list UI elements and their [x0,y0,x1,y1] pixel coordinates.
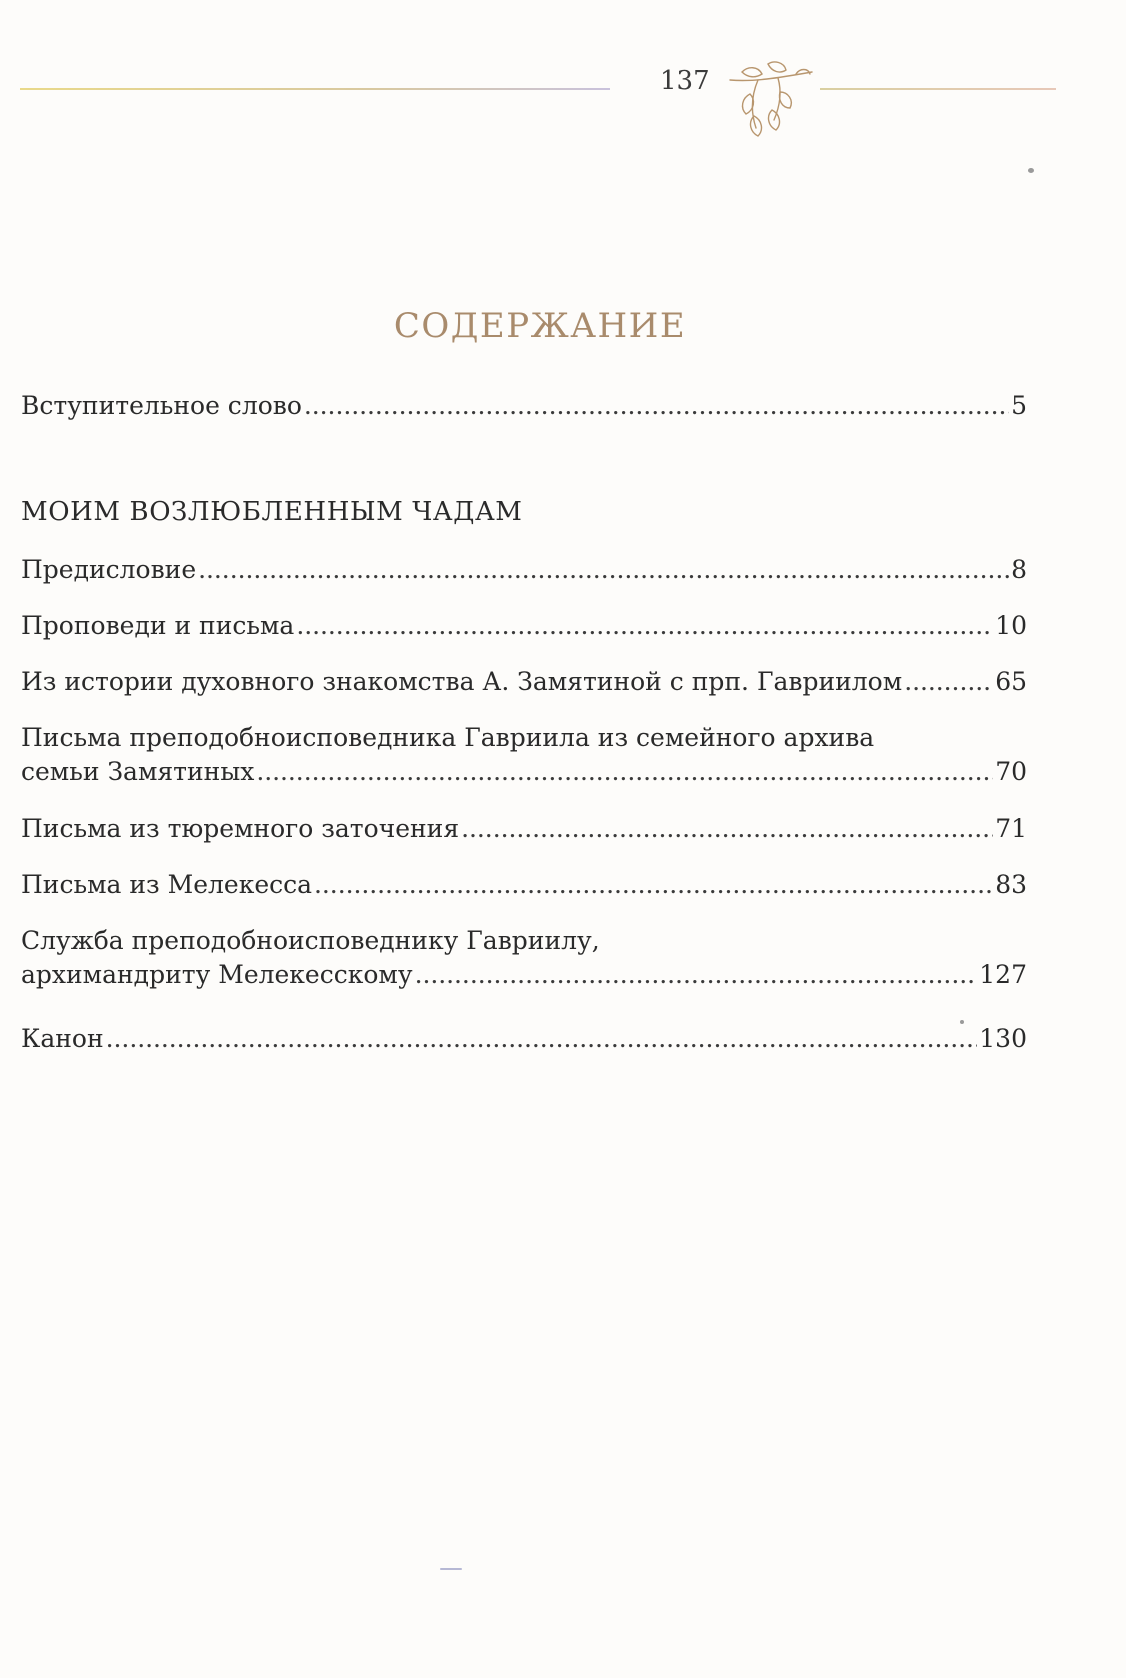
toc-entry [21,868,1027,902]
toc-entry [21,665,1027,699]
toc-entry-label: Проповеди и письма [21,611,295,640]
page-number: 137 [660,66,710,96]
toc-entry [21,1022,1027,1056]
leader-dots [198,553,1009,587]
toc-entry [21,553,1027,587]
toc-entry [21,812,1027,846]
toc-entry-label-cont: семьи Замятиных [21,757,255,786]
toc-entry-page: 83 [995,870,1027,899]
toc-entry-label: Письма из Мелекесса [21,870,313,899]
toc-entry-label: Предисловие [21,555,197,584]
toc-entry [21,721,1027,789]
branch-ornament-icon [728,58,814,140]
scan-speck [960,1020,964,1024]
toc-entry-page: 70 [995,757,1027,786]
toc-title: СОДЕРЖАНИЕ [393,306,687,346]
leader-dots [256,755,993,789]
leader-dots [304,389,1009,423]
toc-entry-label: Письма преподобноисповедника Гавриила из семейного архива [21,723,875,752]
section-heading: МОИМ ВОЗЛЮБЛЕННЫМ ЧАДАМ [21,497,523,527]
toc-entry-label: Канон [21,1024,104,1053]
toc-entry-page: 8 [1011,555,1027,584]
toc-entry-page: 127 [979,960,1027,989]
scan-speck [440,1568,462,1570]
header-rule-right [820,88,1056,90]
toc-entry-page: 10 [995,611,1027,640]
leader-dots [415,958,978,992]
toc-entry-label: Письма из тюремного заточения [21,814,460,843]
leader-dots [314,868,993,902]
toc-entry-page: 65 [995,667,1027,696]
leader-dots [296,609,993,643]
header-rule-left [20,88,610,90]
leader-dots [106,1022,978,1056]
toc-entry-label: Из истории духовного знакомства А. Замятиной с прп. Гавриилом [21,667,903,696]
toc-entry-page: 130 [979,1024,1027,1053]
toc-entry-page: 5 [1011,391,1027,420]
toc-entry-page: 71 [995,814,1027,843]
scan-speck [1028,168,1034,173]
leader-dots [461,812,993,846]
toc-entry [21,609,1027,643]
toc-entry-intro [21,389,1027,423]
toc-entry [21,924,1027,992]
toc-entry-label-cont: архимандриту Мелекесскому [21,960,413,989]
leader-dots [904,665,993,699]
toc-entry-label: Вступительное слово [21,391,302,420]
toc-entry-label: Служба преподобноисповеднику Гавриилу, [21,926,600,955]
